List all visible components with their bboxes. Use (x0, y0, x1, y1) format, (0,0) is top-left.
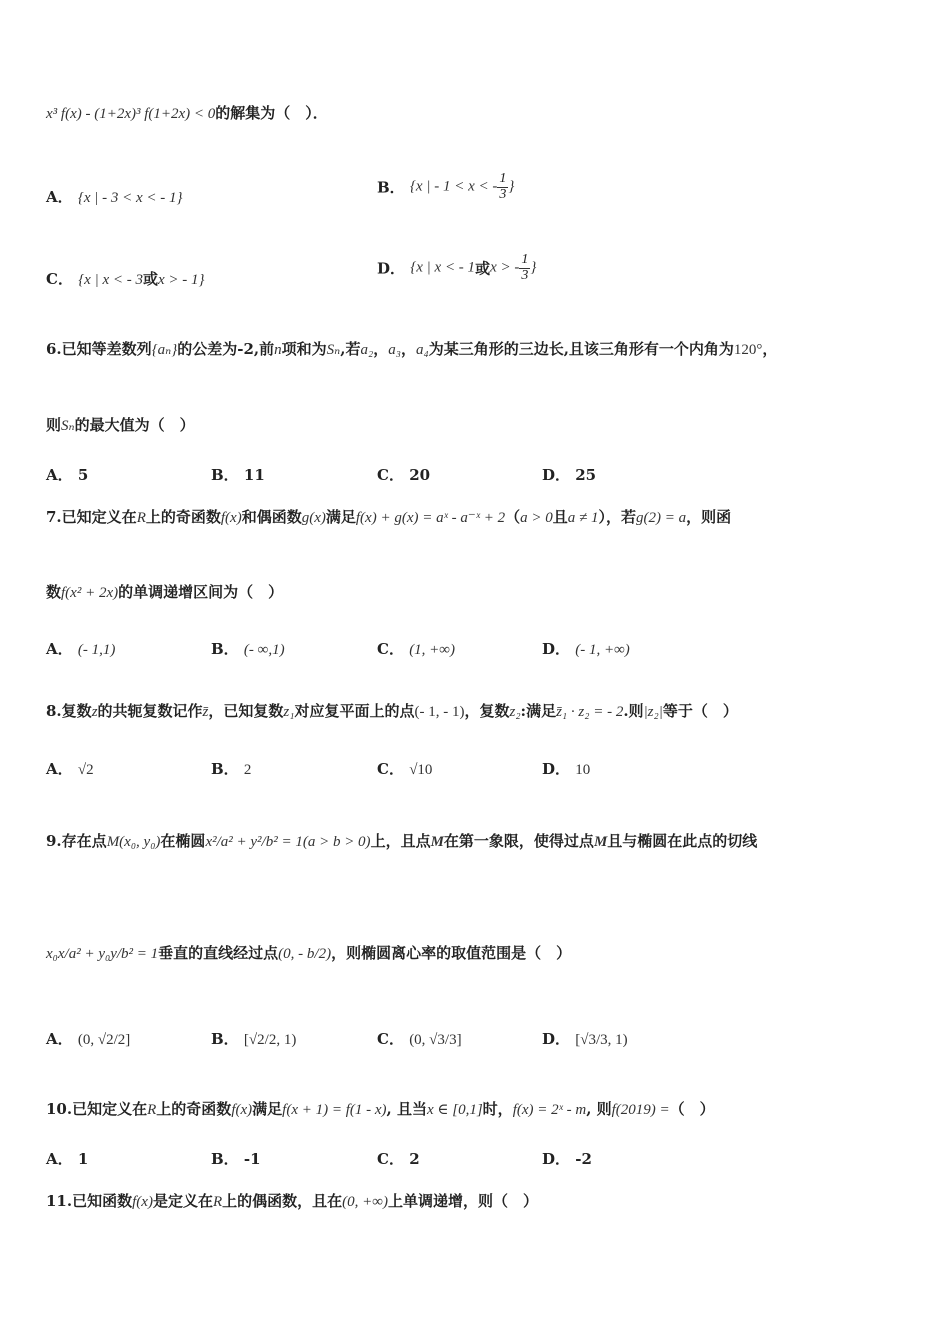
q9-stem-line1: 9.存在点M(x₀, y₀)在椭圆x²/a² + y²/b² = 1(a > b > 0)上，且点M在第一象限，使得过点M且与椭圆在此点的切线 (46, 832, 758, 850)
q10-option-c[interactable]: C． 2 (377, 1150, 420, 1168)
q9-option-a[interactable]: A． (0, √2/2] (46, 1030, 131, 1048)
q5-stem (46, 104, 910, 123)
q6-option-a[interactable]: A． 5 (46, 466, 89, 484)
q10-stem: 10.已知定义在R上的奇函数f(x)满足f(x + 1) = f(1 - x), 且当x ∈ [0,1]时，f(x) = 2ˣ - m, 则f(2019) =（ ） (46, 1100, 715, 1118)
q8-option-a[interactable]: A． √2 (46, 760, 94, 778)
q5-option-c[interactable]: C． {x | x < - 3或x > - 1} (46, 270, 205, 288)
fraction: $\frac{1}{3}$ (499, 171, 507, 202)
q7-stem-line1: 7.已知定义在R上的奇函数f(x)和偶函数g(x)满足f(x) + g(x) = aˣ - a⁻ˣ + 2（a > 0且a ≠ 1），若g(2) = a，则函 (46, 508, 732, 526)
q6-option-c[interactable]: C． 20 (377, 466, 431, 484)
q10-option-d[interactable]: D． -2 (542, 1150, 592, 1168)
q7-option-d[interactable]: D． (- 1, +∞) (542, 640, 630, 658)
option-label: B． (377, 178, 405, 197)
q6-option-d[interactable]: D． 25 (542, 466, 597, 484)
q9-option-d[interactable]: D． [√3/3, 1) (542, 1030, 628, 1048)
q9-option-c[interactable]: C． (0, √3/3] (377, 1030, 462, 1048)
q5-math: x³ f(x) - (1+2x)³ f(1+2x) < 0 (46, 106, 216, 122)
option-label: C． (46, 270, 73, 288)
q7-stem-line2: 数f(x² + 2x)的单调递增区间为（ ） (46, 583, 284, 601)
q6-stem-line1: 6.已知等差数列{aₙ}的公差为-2,前n项和为Sₙ,若a₂，a₃，a₄为某三角形的三边长,且该三角形有一个内角为120°， (46, 340, 778, 358)
q5-text: 的解集为（ ）． (215, 104, 328, 122)
option-math: {x | x < - 3 (78, 272, 143, 288)
q7-option-c[interactable]: C． (1, +∞) (377, 640, 455, 658)
q10-option-a[interactable]: A． 1 (46, 1150, 89, 1168)
q7-option-a[interactable]: A． (- 1,1) (46, 640, 116, 658)
option-math: {x | x < - 1 (410, 259, 476, 276)
q7-option-b[interactable]: B． (- ∞,1) (211, 640, 285, 658)
q9-option-b[interactable]: B． [√2/2, 1) (211, 1030, 297, 1048)
q5-option-a[interactable] (46, 186, 183, 207)
fraction: $\frac{1}{3}$ (521, 252, 529, 283)
q11-stem: 11.已知函数f(x)是定义在R上的偶函数，且在(0, +∞)上单调递增，则（ ） (46, 1192, 538, 1210)
option-label: A． (46, 188, 73, 206)
q8-option-d[interactable]: D． 10 (542, 760, 591, 778)
q5-option-d[interactable]: D． {x | x < - 1或x > - $\frac{1}{3}$ } (377, 252, 537, 283)
q10-option-b[interactable]: B． -1 (211, 1150, 261, 1168)
q6-option-b[interactable]: B． 11 (211, 466, 265, 484)
option-math: {x | - 3 < x < - 1} (77, 190, 183, 206)
q5-option-b[interactable]: B． {x | - 1 < x < - $\frac{1}{3}$ } (377, 171, 515, 202)
q8-option-c[interactable]: C． √10 (377, 760, 433, 778)
q9-stem-line2: x₀x/a² + y₀y/b² = 1垂直的直线经过点(0, - b/2)，则椭圆离心率的取值范围是（ ） (46, 944, 572, 962)
option-math: {x | - 1 < x < - (409, 178, 498, 195)
option-label: D． (377, 259, 406, 278)
q6-stem-line2: 则Sₙ的最大值为（ ） (46, 416, 195, 434)
q8-stem: 8.复数z的共轭复数记作z̄，已知复数z₁对应复平面上的点(- 1, - 1)，复数z₂:满足z̄₁ · z₂ = - 2.则|z₂|等于（ ） (46, 702, 738, 720)
q8-option-b[interactable]: B． 2 (211, 760, 252, 778)
